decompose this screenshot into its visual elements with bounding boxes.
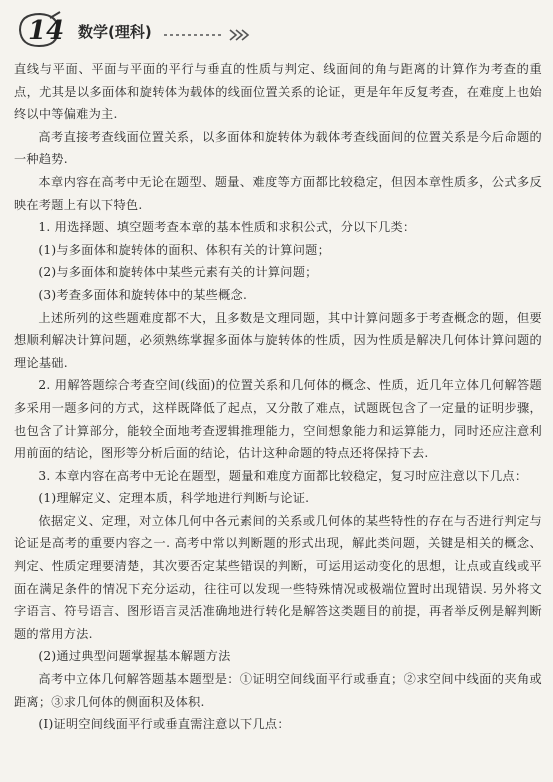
paragraph-1: 直线与平面、平面与平面的平行与垂直的性质与判定、线面间的角与距离的计算作为考查的重点，尤其是以多面体和旋转体为载体的线面位置关系的论证，更是年年反复考查，在难度上也始终以中等偏难为主. (14, 62, 542, 122)
subsection-2: (2)通过典型问题掌握基本解题方法 (38, 649, 231, 664)
list-item-3: (3)考查多面体和旋转体中的某些概念. (38, 287, 248, 302)
list-item-2: (2)与多面体和旋转体中某些元素有关的计算问题； (38, 265, 318, 280)
paragraph-2: 高考直接考查线面位置关系，以多面体和旋转体为载体考查线面间的位置关系是今后命题的一种趋势. (14, 129, 542, 167)
header-title: 数学(理科) (78, 23, 152, 41)
page-number: 14 (28, 16, 65, 46)
list-item-1: (1)与多面体和旋转体的面积、体积有关的计算问题； (38, 242, 331, 257)
body-text (14, 58, 542, 736)
page-header (14, 10, 539, 50)
paragraph-8: 依据定义、定理，对立体几何中各元素间的关系或几何体的某些特性的存在与否进行判定与论证是高考的重要内容之一. 高考中常以判断题的形式出现，解此类问题，关键是相关的概念、判定、性质定理要清楚，其次要否定某些错误的判断，可运用运动变化的思想，让点或直线或平面在满足条件的情况下充分运动，往往可以发现一些特殊情况或极端位置时出现错误. 另外将文字语言、符号语言、图形语言灵活准确地进行转化是解答这类题目的前提，再者举反例是解判断题的常用方法. (14, 513, 542, 641)
paragraph-10: (Ⅰ)证明空间线面平行或垂直需注意以下几点： (38, 717, 290, 732)
paragraph-9: 高考中立体几何解答题基本题型是：①证明空间线面平行或垂直；②求空间中线面的夹角或距离；③求几何体的侧面积及体积. (14, 672, 542, 709)
header-arrow-rule-icon (164, 28, 364, 42)
paragraph-3: 本章内容在高考中无论在题型、题量、难度等方面都比较稳定，但因本章性质多，公式多反映在考题上有以下特色. (14, 174, 542, 212)
paragraph-7: 3. 本章内容在高考中无论在题型，题量和难度方面都比较稳定，复习时应注意以下几点： (38, 468, 528, 483)
paragraph-6: 2. 用解答题综合考查空间(线面)的位置关系和几何体的概念、性质，近几年立体几何解答题多采用一题多问的方式，这样既降低了起点，又分散了难点，试题既包含了一定量的证明步骤，也包含了计算部分，能较全面地考查逻辑推理能力，空间想象能力和运算能力，同时还应注意利用前面的结论，图形等分析后面的结论，估计这种命题的特点还将保持下去. (14, 378, 542, 461)
paragraph-5: 上述所列的这些题难度都不大，且多数是文理同题，其中计算问题多于考查概念的题，但要想顺利解决计算问题，必须熟练掌握多面体与旋转体的性质，因为性质是解决几何体计算问题的理论基础. (14, 310, 542, 370)
subsection-1: (1)理解定义、定理本质，科学地进行判断与论证. (38, 491, 310, 506)
paragraph-4: 1. 用选择题、填空题考查本章的基本性质和求积公式，分以下几类： (38, 220, 416, 235)
